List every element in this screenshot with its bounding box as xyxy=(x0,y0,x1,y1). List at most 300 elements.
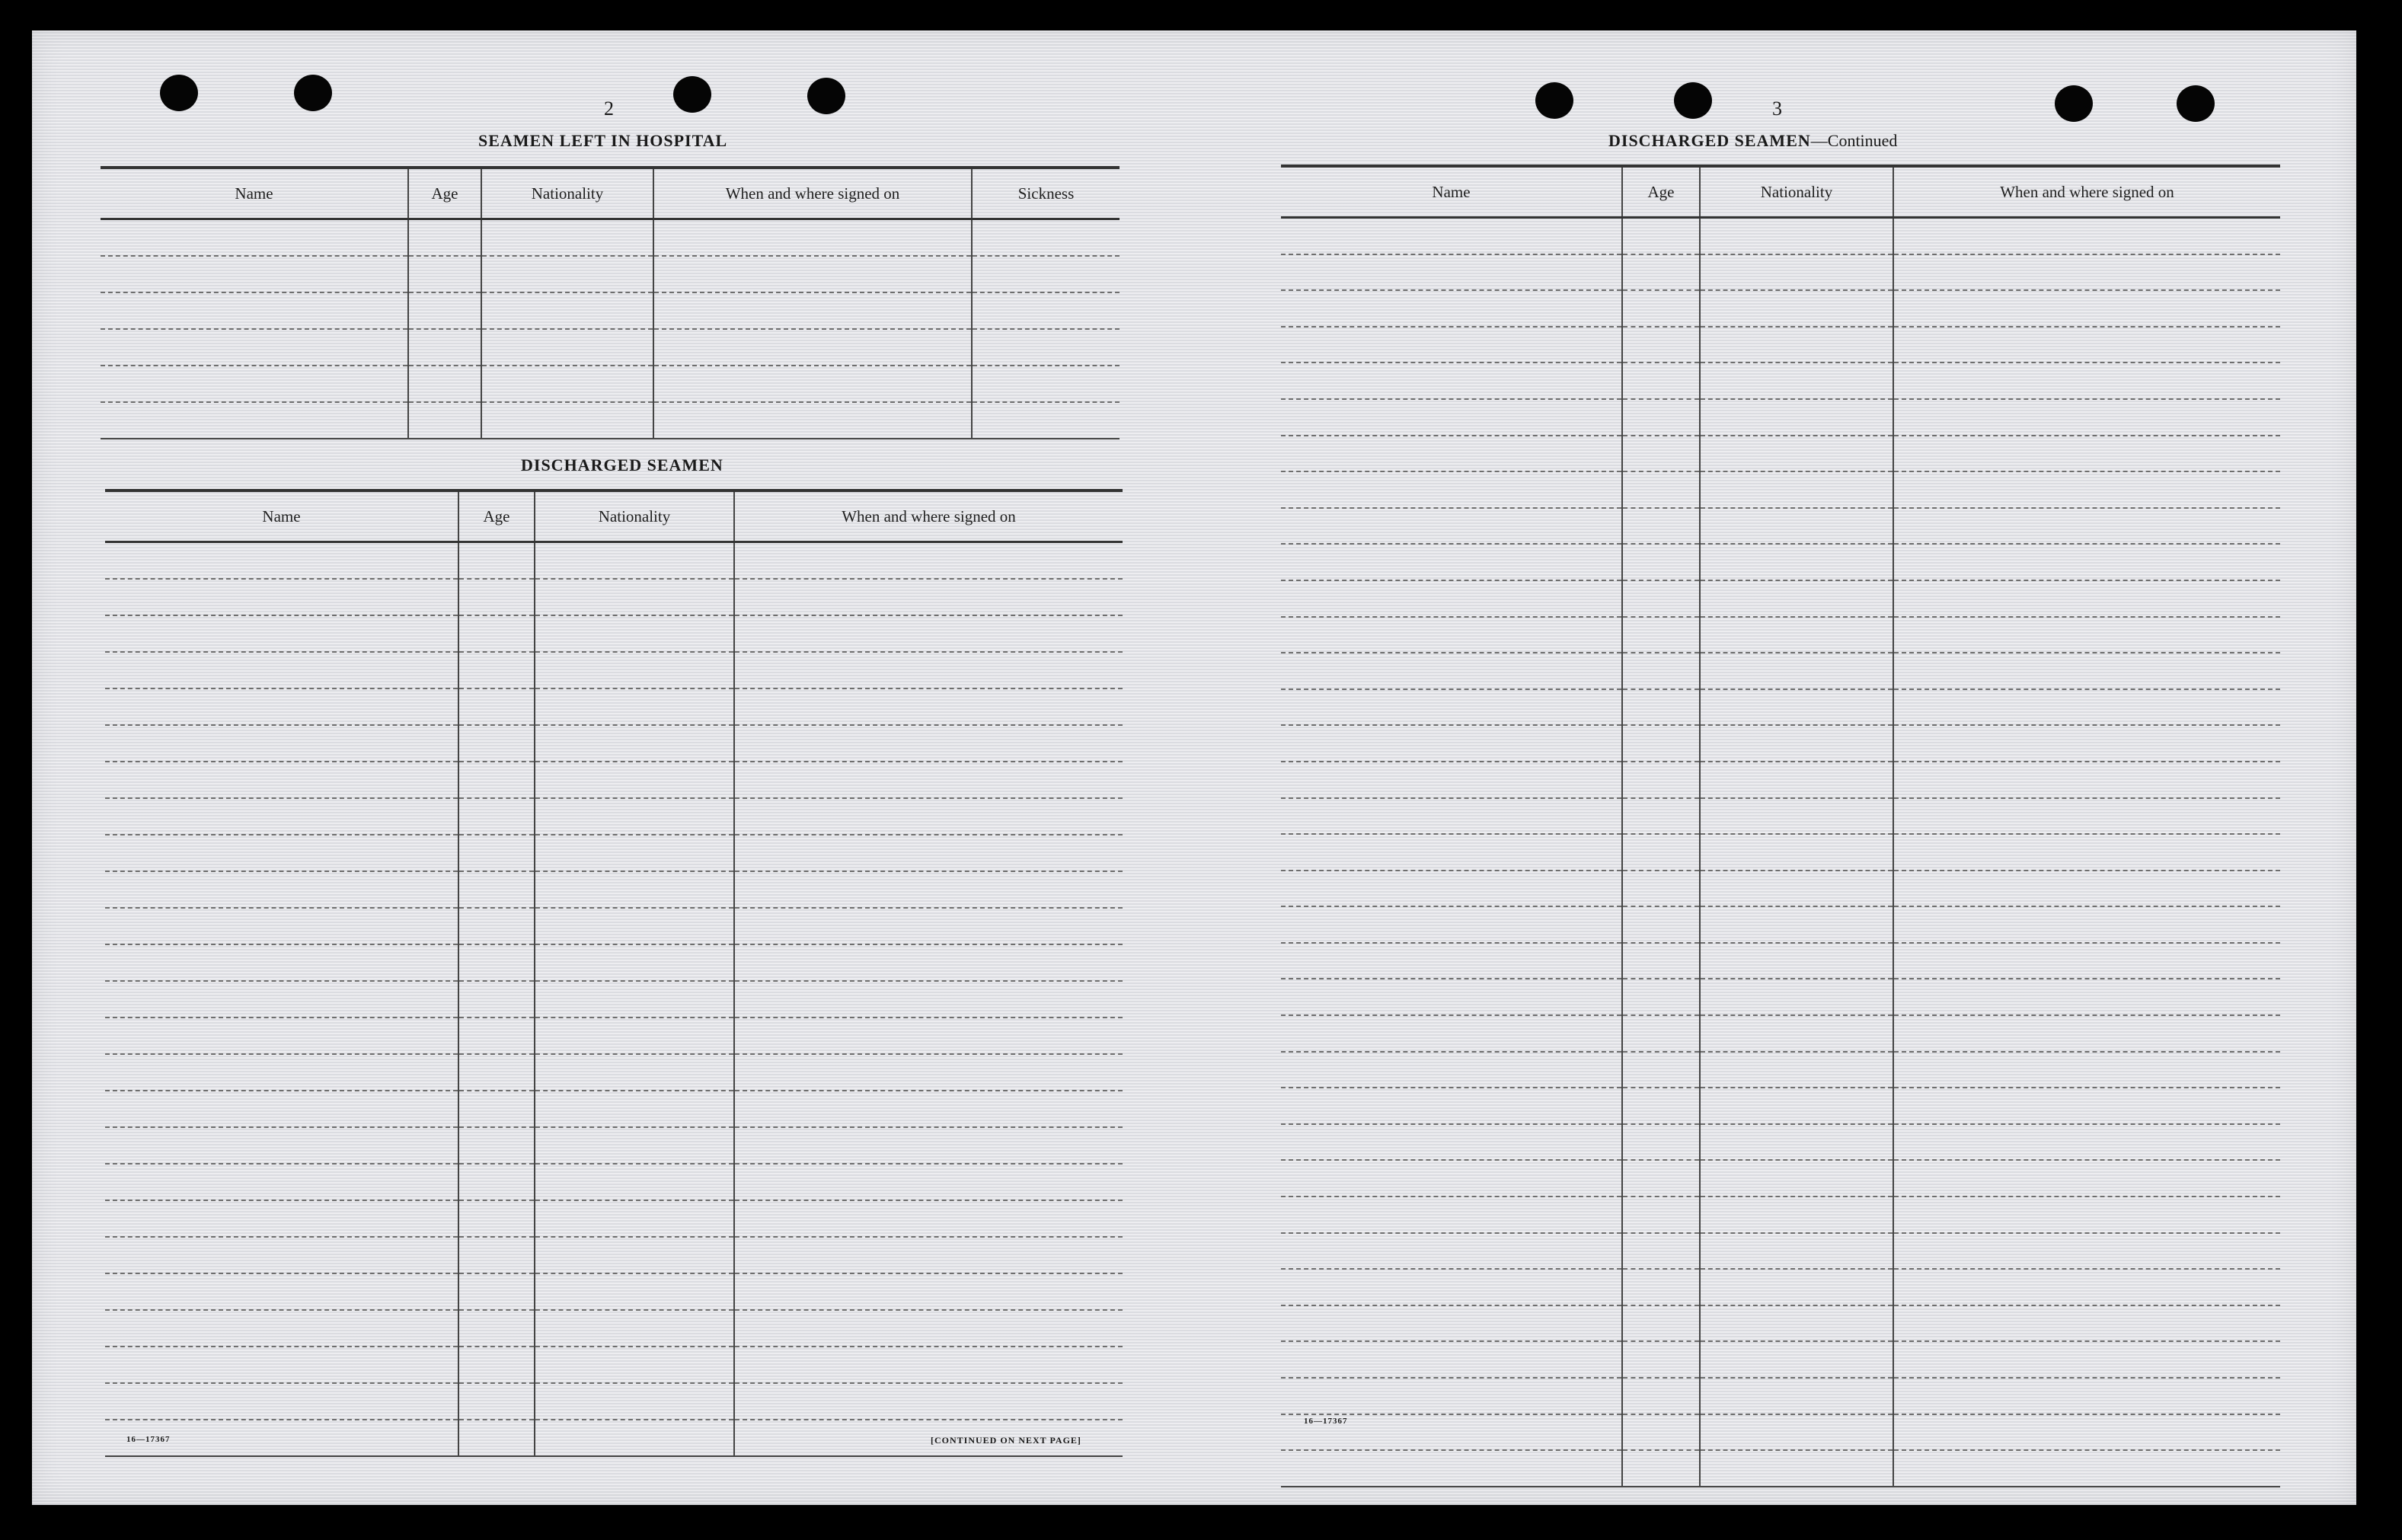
column-header-nationality: Nationality xyxy=(535,490,734,542)
table-row xyxy=(105,944,1123,981)
blank-cell xyxy=(734,871,1123,908)
discharged-continued-title xyxy=(1608,131,1897,151)
blank-cell xyxy=(1893,1341,2280,1378)
blank-cell xyxy=(1622,653,1700,689)
blank-cell xyxy=(1893,436,2280,472)
blank-cell xyxy=(1893,580,2280,617)
blank-cell xyxy=(1622,1233,1700,1270)
blank-cell xyxy=(1622,508,1700,545)
blank-cell xyxy=(734,1164,1123,1200)
blank-cell xyxy=(1893,327,2280,363)
table-row xyxy=(1281,943,2280,979)
blank-cell xyxy=(1281,725,1622,762)
blank-cell xyxy=(1700,725,1893,762)
blank-cell xyxy=(105,542,458,580)
blank-cell xyxy=(1700,617,1893,653)
blank-cell xyxy=(481,219,653,257)
blank-cell xyxy=(1893,762,2280,798)
blank-cell xyxy=(1700,1269,1893,1305)
blank-cell xyxy=(101,219,408,257)
table-row xyxy=(1281,834,2280,871)
blank-cell xyxy=(458,871,535,908)
blank-cell xyxy=(734,1200,1123,1237)
blank-cell xyxy=(1700,1015,1893,1052)
blank-cell xyxy=(408,219,481,257)
blank-cell xyxy=(1281,1124,1622,1161)
blank-cell xyxy=(1281,580,1622,617)
blank-cell xyxy=(101,366,408,402)
table-row xyxy=(105,1200,1123,1237)
blank-cell xyxy=(1281,653,1622,689)
table-row xyxy=(1281,1088,2280,1124)
table-row xyxy=(1281,798,2280,835)
blank-cell xyxy=(105,1237,458,1273)
blank-cell xyxy=(1622,1269,1700,1305)
discharged-continued-table xyxy=(1281,165,2280,1487)
blank-cell xyxy=(535,1127,734,1164)
blank-cell xyxy=(1281,979,1622,1015)
blank-cell xyxy=(458,1018,535,1054)
blank-cell xyxy=(481,329,653,366)
blank-cell xyxy=(1281,436,1622,472)
punch-hole xyxy=(1674,82,1712,119)
blank-cell xyxy=(1281,1233,1622,1270)
blank-cell xyxy=(734,1237,1123,1273)
blank-cell xyxy=(458,1200,535,1237)
table-row xyxy=(1281,1305,2280,1342)
table-row xyxy=(105,542,1123,580)
blank-cell xyxy=(458,798,535,835)
table-row xyxy=(101,256,1120,292)
punch-hole xyxy=(2177,85,2215,122)
blank-cell xyxy=(458,762,535,798)
blank-cell xyxy=(1622,544,1700,580)
blank-cell xyxy=(734,908,1123,944)
blank-cell xyxy=(535,1164,734,1200)
blank-cell xyxy=(1700,906,1893,943)
blank-cell xyxy=(1700,871,1893,907)
blank-cell xyxy=(458,1420,535,1456)
blank-cell xyxy=(535,1200,734,1237)
blank-cell xyxy=(535,652,734,689)
blank-cell xyxy=(1622,1305,1700,1342)
blank-cell xyxy=(458,725,535,762)
blank-cell xyxy=(1700,798,1893,835)
column-header-name: Name xyxy=(105,490,458,542)
table-row xyxy=(105,1018,1123,1054)
table-row xyxy=(105,835,1123,871)
table-row xyxy=(105,1383,1123,1420)
table-row xyxy=(1281,1052,2280,1088)
column-header-signed-on: When and where signed on xyxy=(734,490,1123,542)
table-row xyxy=(1281,580,2280,617)
blank-cell xyxy=(1622,906,1700,943)
blank-cell xyxy=(1893,1450,2280,1487)
blank-cell xyxy=(1893,1052,2280,1088)
blank-cell xyxy=(1281,1341,1622,1378)
table-row xyxy=(101,366,1120,402)
table-row xyxy=(105,1310,1123,1347)
table-row xyxy=(1281,617,2280,653)
table-row xyxy=(105,762,1123,798)
blank-cell xyxy=(734,1091,1123,1127)
blank-cell xyxy=(1700,471,1893,508)
blank-cell xyxy=(1281,1052,1622,1088)
blank-cell xyxy=(458,1310,535,1347)
blank-cell xyxy=(1622,1088,1700,1124)
blank-cell xyxy=(1893,1233,2280,1270)
blank-cell xyxy=(1700,1305,1893,1342)
blank-cell xyxy=(1622,218,1700,254)
blank-cell xyxy=(1893,1378,2280,1414)
blank-cell xyxy=(734,798,1123,835)
table-row xyxy=(1281,436,2280,472)
blank-cell xyxy=(734,1310,1123,1347)
table-row xyxy=(1281,762,2280,798)
blank-cell xyxy=(734,1273,1123,1310)
blank-cell xyxy=(105,1164,458,1200)
blank-cell xyxy=(1622,617,1700,653)
column-header-age: Age xyxy=(408,168,481,219)
blank-cell xyxy=(105,1127,458,1164)
blank-cell xyxy=(1281,1197,1622,1233)
column-header-age: Age xyxy=(458,490,535,542)
blank-cell xyxy=(105,944,458,981)
blank-cell xyxy=(535,762,734,798)
table-row xyxy=(1281,290,2280,327)
discharged-section-title: DISCHARGED SEAMEN xyxy=(521,455,723,474)
blank-cell xyxy=(1622,1052,1700,1088)
blank-cell xyxy=(1622,1160,1700,1197)
table-row xyxy=(105,725,1123,762)
blank-cell xyxy=(458,689,535,725)
hospital-section-title: SEAMEN LEFT IN HOSPITAL xyxy=(478,131,728,150)
blank-cell xyxy=(458,908,535,944)
blank-cell xyxy=(105,1310,458,1347)
table-row xyxy=(1281,653,2280,689)
blank-cell xyxy=(535,1237,734,1273)
blank-cell xyxy=(1281,1015,1622,1052)
blank-cell xyxy=(972,292,1120,329)
blank-cell xyxy=(1700,218,1893,254)
blank-cell xyxy=(105,1347,458,1383)
blank-cell xyxy=(458,1164,535,1200)
blank-cell xyxy=(1622,471,1700,508)
blank-cell xyxy=(1281,471,1622,508)
table-row xyxy=(1281,1378,2280,1414)
blank-cell xyxy=(1700,399,1893,436)
blank-cell xyxy=(105,1383,458,1420)
table-row xyxy=(105,1164,1123,1200)
blank-cell xyxy=(535,579,734,615)
table-row xyxy=(1281,1160,2280,1197)
blank-cell xyxy=(1281,363,1622,399)
blank-cell xyxy=(734,615,1123,652)
blank-cell xyxy=(105,835,458,871)
table-row xyxy=(1281,1414,2280,1451)
blank-cell xyxy=(734,689,1123,725)
blank-cell xyxy=(1700,943,1893,979)
blank-cell xyxy=(1622,979,1700,1015)
table-row xyxy=(1281,399,2280,436)
column-header-nationality: Nationality xyxy=(1700,166,1893,218)
blank-cell xyxy=(105,1054,458,1091)
punch-hole xyxy=(294,75,332,111)
punch-hole xyxy=(160,75,198,111)
page-number-right: 3 xyxy=(1772,97,1782,120)
blank-cell xyxy=(105,725,458,762)
blank-cell xyxy=(1281,906,1622,943)
blank-cell xyxy=(972,219,1120,257)
blank-cell xyxy=(408,329,481,366)
blank-cell xyxy=(1893,363,2280,399)
blank-cell xyxy=(458,542,535,580)
blank-cell xyxy=(1893,1124,2280,1161)
column-header-name: Name xyxy=(1281,166,1622,218)
blank-cell xyxy=(1622,943,1700,979)
blank-cell xyxy=(972,256,1120,292)
blank-cell xyxy=(1893,689,2280,726)
blank-cell xyxy=(105,762,458,798)
blank-cell xyxy=(535,871,734,908)
blank-cell xyxy=(1700,544,1893,580)
table-row xyxy=(1281,1233,2280,1270)
column-header-signed-on: When and where signed on xyxy=(653,168,972,219)
blank-cell xyxy=(458,579,535,615)
table-row xyxy=(105,615,1123,652)
column-header-signed-on: When and where signed on xyxy=(1893,166,2280,218)
blank-cell xyxy=(101,329,408,366)
table-row xyxy=(105,652,1123,689)
blank-cell xyxy=(1700,1197,1893,1233)
blank-cell xyxy=(1700,436,1893,472)
table-row xyxy=(105,1091,1123,1127)
blank-cell xyxy=(1700,834,1893,871)
punch-hole xyxy=(807,78,845,114)
blank-cell xyxy=(734,835,1123,871)
blank-cell xyxy=(1893,1305,2280,1342)
punch-hole xyxy=(1535,82,1573,119)
blank-cell xyxy=(653,402,972,439)
blank-cell xyxy=(734,1383,1123,1420)
blank-cell xyxy=(1622,1197,1700,1233)
blank-cell xyxy=(105,908,458,944)
blank-cell xyxy=(653,329,972,366)
table-row xyxy=(105,908,1123,944)
blank-cell xyxy=(1700,762,1893,798)
blank-cell xyxy=(1893,725,2280,762)
table-row xyxy=(1281,218,2280,254)
blank-cell xyxy=(1281,290,1622,327)
blank-cell xyxy=(1893,218,2280,254)
blank-cell xyxy=(1622,1015,1700,1052)
blank-cell xyxy=(1622,290,1700,327)
table-row xyxy=(1281,1450,2280,1487)
blank-cell xyxy=(1622,254,1700,291)
column-header-name: Name xyxy=(101,168,408,219)
table-row xyxy=(105,579,1123,615)
table-row xyxy=(101,219,1120,257)
blank-cell xyxy=(1622,363,1700,399)
blank-cell xyxy=(458,1383,535,1420)
column-header-age: Age xyxy=(1622,166,1700,218)
blank-cell xyxy=(1622,1414,1700,1451)
blank-cell xyxy=(481,256,653,292)
column-header-sickness: Sickness xyxy=(972,168,1120,219)
blank-cell xyxy=(101,402,408,439)
blank-cell xyxy=(105,652,458,689)
blank-cell xyxy=(105,798,458,835)
blank-cell xyxy=(535,689,734,725)
blank-cell xyxy=(105,871,458,908)
blank-cell xyxy=(535,1054,734,1091)
blank-cell xyxy=(1622,1124,1700,1161)
blank-cell xyxy=(734,981,1123,1018)
blank-cell xyxy=(1700,689,1893,726)
blank-cell xyxy=(408,366,481,402)
table-row xyxy=(1281,1015,2280,1052)
blank-cell xyxy=(1281,218,1622,254)
blank-cell xyxy=(408,292,481,329)
blank-cell xyxy=(1893,871,2280,907)
blank-cell xyxy=(1281,1305,1622,1342)
blank-cell xyxy=(1893,1088,2280,1124)
blank-cell xyxy=(1281,399,1622,436)
blank-cell xyxy=(535,1310,734,1347)
blank-cell xyxy=(535,944,734,981)
blank-cell xyxy=(1622,327,1700,363)
blank-cell xyxy=(1281,1378,1622,1414)
blank-cell xyxy=(1700,1088,1893,1124)
blank-cell xyxy=(458,1127,535,1164)
table-row xyxy=(105,981,1123,1018)
blank-cell xyxy=(1893,798,2280,835)
table-row xyxy=(1281,363,2280,399)
blank-cell xyxy=(481,402,653,439)
blank-cell xyxy=(1281,508,1622,545)
blank-cell xyxy=(105,579,458,615)
blank-cell xyxy=(105,615,458,652)
blank-cell xyxy=(105,1018,458,1054)
blank-cell xyxy=(1281,327,1622,363)
blank-cell xyxy=(734,1018,1123,1054)
blank-cell xyxy=(458,652,535,689)
blank-cell xyxy=(1281,254,1622,291)
blank-cell xyxy=(1700,1341,1893,1378)
blank-cell xyxy=(1700,1160,1893,1197)
blank-cell xyxy=(1700,254,1893,291)
blank-cell xyxy=(1893,1414,2280,1451)
blank-cell xyxy=(653,256,972,292)
blank-cell xyxy=(1893,290,2280,327)
blank-cell xyxy=(458,981,535,1018)
blank-cell xyxy=(1700,979,1893,1015)
blank-cell xyxy=(535,798,734,835)
blank-cell xyxy=(1281,1160,1622,1197)
blank-cell xyxy=(972,366,1120,402)
blank-cell xyxy=(1622,580,1700,617)
discharged-continued-title-suffix: —Continued xyxy=(1810,131,1898,150)
punch-hole xyxy=(673,76,711,113)
blank-cell xyxy=(1281,1269,1622,1305)
table-row xyxy=(1281,689,2280,726)
blank-cell xyxy=(535,1273,734,1310)
blank-cell xyxy=(653,292,972,329)
blank-cell xyxy=(481,366,653,402)
blank-cell xyxy=(101,292,408,329)
blank-cell xyxy=(1622,1341,1700,1378)
blank-cell xyxy=(734,652,1123,689)
form-number-left: 16—17367 xyxy=(126,1435,171,1444)
blank-cell xyxy=(1893,508,2280,545)
blank-cell xyxy=(1700,653,1893,689)
blank-cell xyxy=(1281,1450,1622,1487)
blank-cell xyxy=(1281,689,1622,726)
blank-cell xyxy=(458,1237,535,1273)
blank-cell xyxy=(1700,1450,1893,1487)
blank-cell xyxy=(1893,544,2280,580)
blank-cell xyxy=(535,1091,734,1127)
table-row xyxy=(105,1347,1123,1383)
blank-cell xyxy=(734,579,1123,615)
table-row xyxy=(105,1237,1123,1273)
blank-cell xyxy=(1700,580,1893,617)
blank-cell xyxy=(535,542,734,580)
table-row xyxy=(1281,1269,2280,1305)
table-row xyxy=(1281,1341,2280,1378)
blank-cell xyxy=(1700,290,1893,327)
blank-cell xyxy=(653,219,972,257)
blank-cell xyxy=(535,615,734,652)
blank-cell xyxy=(1893,254,2280,291)
blank-cell xyxy=(972,329,1120,366)
blank-cell xyxy=(458,1273,535,1310)
blank-cell xyxy=(535,835,734,871)
blank-cell xyxy=(1622,399,1700,436)
blank-cell xyxy=(1893,906,2280,943)
table-row xyxy=(1281,979,2280,1015)
table-row xyxy=(101,402,1120,439)
blank-cell xyxy=(535,908,734,944)
table-row xyxy=(101,329,1120,366)
blank-cell xyxy=(1700,363,1893,399)
blank-cell xyxy=(1622,1450,1700,1487)
blank-cell xyxy=(105,1091,458,1127)
blank-cell xyxy=(1700,327,1893,363)
page-number-left: 2 xyxy=(604,97,614,120)
blank-cell xyxy=(535,1347,734,1383)
table-row xyxy=(1281,871,2280,907)
table-row xyxy=(1281,471,2280,508)
blank-cell xyxy=(1622,436,1700,472)
blank-cell xyxy=(105,1200,458,1237)
blank-cell xyxy=(458,1054,535,1091)
blank-cell xyxy=(1622,725,1700,762)
blank-cell xyxy=(1893,943,2280,979)
table-row xyxy=(1281,906,2280,943)
table-row xyxy=(1281,544,2280,580)
blank-cell xyxy=(1700,1378,1893,1414)
table-row xyxy=(1281,725,2280,762)
table-row xyxy=(105,1273,1123,1310)
blank-cell xyxy=(1893,1269,2280,1305)
table-row xyxy=(1281,254,2280,291)
table-row xyxy=(1281,327,2280,363)
table-row xyxy=(105,871,1123,908)
blank-cell xyxy=(1700,1052,1893,1088)
continued-note: [CONTINUED ON NEXT PAGE] xyxy=(931,1435,1081,1446)
blank-cell xyxy=(1700,1124,1893,1161)
